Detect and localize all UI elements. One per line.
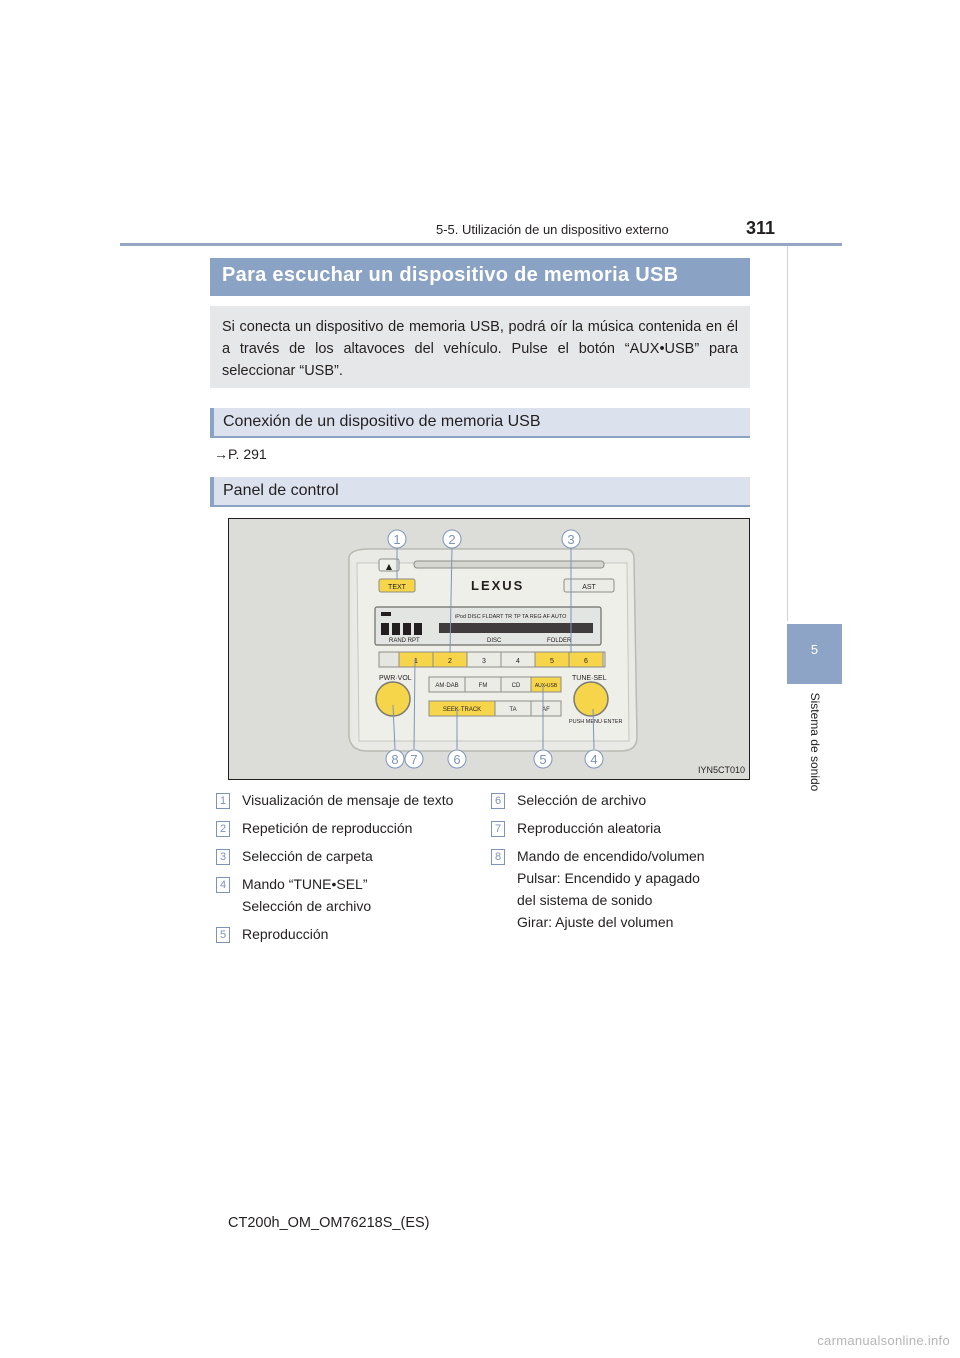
page-reference-link[interactable]: →P. 291 <box>214 446 267 462</box>
callout-6: 6 <box>453 752 461 767</box>
page-number: 311 <box>746 218 776 238</box>
legend-num-5: 5 <box>216 927 230 943</box>
lcd-folder: FOLDER <box>547 638 572 644</box>
af-label: AF <box>542 707 550 713</box>
fm-label: FM <box>478 683 488 689</box>
legend-item-4: Mando “TUNE•SEL” <box>242 876 368 892</box>
lcd-digit-3 <box>403 623 411 635</box>
lcd-digit-2 <box>392 623 400 635</box>
legend-item-8-press: Pulsar: Encendido y apagado <box>517 870 700 886</box>
preset-3-label: 3 <box>482 658 486 665</box>
legend-item-5: Reproducción <box>242 926 329 942</box>
cd-slot <box>414 561 604 568</box>
callout-7: 7 <box>410 752 418 767</box>
subsection-panel <box>210 477 750 507</box>
preset-6-label: 6 <box>584 658 588 665</box>
preset-4-label: 4 <box>516 658 520 665</box>
callout-1: 1 <box>393 532 401 547</box>
legend-item-2: Repetición de reproducción <box>242 820 413 836</box>
legend-item-4-detail: Selección de archivo <box>242 898 372 914</box>
legend-item-8-press-cont: del sistema de sonido <box>517 892 653 908</box>
lcd-digit-1 <box>381 623 389 635</box>
tune-sel-label: TUNE·SEL <box>572 675 607 682</box>
subsection-panel-title: Panel de control <box>223 482 339 499</box>
callout-5: 5 <box>539 752 547 767</box>
legend-num-6: 6 <box>491 793 505 809</box>
legend-num-4: 4 <box>216 877 230 893</box>
watermark: carmanualsonline.info <box>817 1333 950 1348</box>
aux-usb-label: AUX•USB <box>534 683 558 689</box>
ast-button-label: AST <box>582 584 596 591</box>
ta-label: TA <box>509 707 517 713</box>
lcd-top-row: iPod DISC FLDART TR TP TA REG AF AUTO <box>455 614 567 620</box>
document-code-footer: CT200h_OM_OM76218S_(ES) <box>228 1215 430 1231</box>
figure-code: IYN5CT010 <box>697 765 745 775</box>
tune-sel-knob <box>574 682 608 716</box>
eject-icon: ▲ <box>385 562 393 571</box>
seek-track-label: SEEK·TRACK <box>442 707 482 713</box>
legend-item-8-turn: Girar: Ajuste del volumen <box>517 914 674 930</box>
legend-num-8: 8 <box>491 849 505 865</box>
chapter-label-text: Sistema de sonido <box>808 692 822 792</box>
chapter-tab-number: 5 <box>810 642 819 657</box>
running-header-section: 5-5. Utilización de un dispositivo externo <box>436 222 669 237</box>
callout-2: 2 <box>448 532 456 547</box>
legend-item-3: Selección de carpeta <box>242 848 373 864</box>
subsection-accent <box>210 408 214 436</box>
lcd-rand-rpt: RAND RPT <box>389 638 420 644</box>
lcd-digit-4 <box>414 623 422 635</box>
lexus-logo: LEXUS <box>471 578 525 593</box>
section-title: Para escuchar un dispositivo de memoria USB <box>222 264 679 286</box>
menu-enter-label: PUSH MENU·ENTER <box>569 719 623 725</box>
preset-5-label: 5 <box>550 658 554 665</box>
lcd-text-area <box>439 623 593 633</box>
control-panel-illustration <box>229 519 750 780</box>
callout-4: 4 <box>590 752 598 767</box>
lcd-indicator <box>381 612 391 616</box>
preset-1-label: 1 <box>414 658 418 665</box>
callout-8: 8 <box>391 752 399 767</box>
callout-3: 3 <box>567 532 575 547</box>
legend-item-8: Mando de encendido/volumen <box>517 848 705 864</box>
preset-2-label: 2 <box>448 658 452 665</box>
legend-item-1: Visualización de mensaje de texto <box>242 792 454 808</box>
chapter-label <box>800 690 820 800</box>
am-dab-label: AM·DAB <box>435 683 459 689</box>
section-title-bar <box>210 258 750 296</box>
chapter-tab[interactable] <box>787 624 842 684</box>
lcd-disc: DISC <box>487 638 502 644</box>
cd-label: CD <box>511 683 521 689</box>
subsection-connection <box>210 408 750 438</box>
pwr-vol-label: PWR·VOL <box>379 675 412 682</box>
legend-item-6: Selección de archivo <box>517 792 647 808</box>
legend-num-1: 1 <box>216 793 230 809</box>
side-rule <box>787 246 842 621</box>
legend-num-7: 7 <box>491 821 505 837</box>
legend-item-7: Reproducción aleatoria <box>517 820 661 836</box>
intro-box: Si conecta un dispositivo de memoria USB, podrá oír la música contenida en él a través de los altavoces del vehículo. Pulse el botón “AUX•USB” para seleccionar “USB”. <box>210 306 750 388</box>
legend-num-3: 3 <box>216 849 230 865</box>
subsection-accent <box>210 477 214 505</box>
subsection-connection-title: Conexión de un dispositivo de memoria USB <box>223 413 541 430</box>
control-panel-figure <box>228 518 750 780</box>
legend-num-2: 2 <box>216 821 230 837</box>
text-button-label: TEXT <box>388 584 406 591</box>
header-rule <box>120 243 842 246</box>
